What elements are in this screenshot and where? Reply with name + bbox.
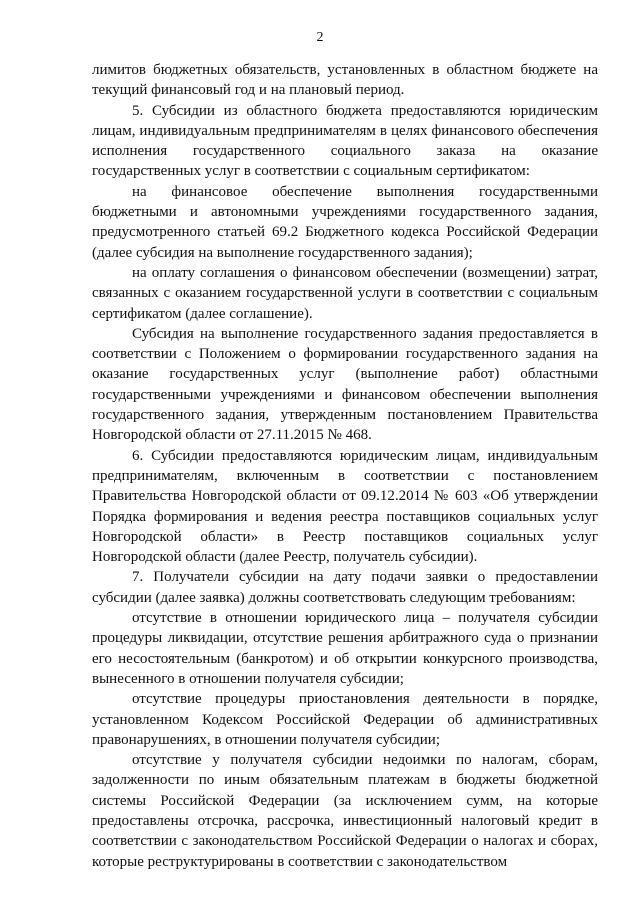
paragraph-clause-7: 7. Получатели субсидии на дату подачи заявки о предоставлении субсидии (далее заявка) должны соответствовать следующим требованиям: — [92, 569, 598, 606]
paragraph-clause-6: 6. Субсидии предоставляются юридическим лицам, индивидуальным предпринимателям, включенным в соответствии с постановлением Правительства Новгородской области от 09.12.2014 № 603 «Об утверждении Порядка формирования и ведения реестра поставщиков социальных услуг Новгородской области» в Реестр поставщиков социальных услуг Новгородской области (далее Реестр, получатель субсидии). — [92, 447, 598, 566]
paragraph-requirement-suspension: отсутствие процедуры приостановления деятельности в порядке, установленном Кодексом Российской Федерации об административных правонарушениях, в отношении получателя субсидии; — [92, 691, 598, 748]
paragraph-requirement-tax-arrears: отсутствие у получателя субсидии недоимки по налогам, сборам, задолженности по иным обязательным платежам в бюджеты бюджетной системы Российской Федерации (за исключением сумм, на которые предоставлены отсрочка, рассрочка, инвестиционный налоговый кредит в соответствии с законодательством Российской Федерации о налогах и сборах, которые реструктурированы в соответствии с законодательством — [92, 752, 598, 870]
paragraph-state-task-subsidy: Субсидия на выполнение государственного задания предоставляется в соответствии с Положением о формировании государственного задания на оказание государственных услуг (выполнение работ) областными государственными учреждениями и финансовом обеспечении выполнения государственного задания, утвержденным постановлением Правительства Новгородской области от 27.11.2015 № 468. — [92, 325, 598, 444]
paragraph-continuation: лимитов бюджетных обязательств, установленных в областном бюджете на текущий финансовый год и на плановый период. — [92, 62, 598, 99]
paragraph-clause-5: 5. Субсидии из областного бюджета предоставляются юридическим лицам, индивидуальным предпринимателям в целях финансового обеспечения исполнения государственного социального заказа на оказание государственных услуг в соответствии с социальным сертификатом: — [92, 102, 598, 180]
paragraph-requirement-liquidation: отсутствие в отношении юридического лица – получателя субсидии процедуры ликвидации, отсутствие решения арбитражного суда о признании его несостоятельным (банкротом) и об открытии конкурсного производства, вынесенного в отношении получателя субсидии; — [92, 610, 598, 687]
document-body — [92, 60, 598, 872]
paragraph-item-agreement: на оплату соглашения о финансовом обеспечении (возмещении) затрат, связанных с оказанием государственной услуги в соответствии с социальным сертификатом (далее соглашение). — [92, 264, 598, 322]
paragraph-item-state-task: на финансовое обеспечение выполнения государственными бюджетными и автономными учреждениями государственного задания, предусмотренного статьей 69.2 Бюджетного кодекса Российской Федерации (далее субсидия на выполнение государственного задания); — [92, 183, 598, 261]
page-number: 2 — [316, 30, 324, 45]
